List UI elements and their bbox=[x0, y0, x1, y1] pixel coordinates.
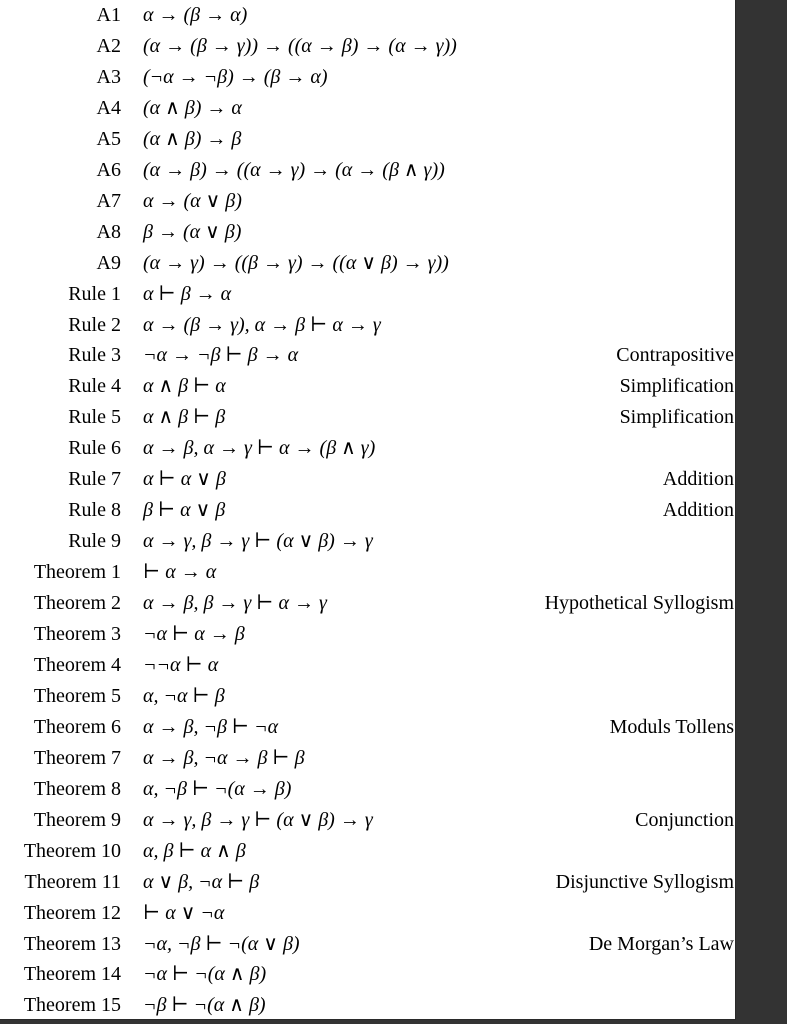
row-label: A3 bbox=[96, 65, 121, 88]
row-label: Rule 4 bbox=[68, 375, 121, 398]
row-label: Rule 7 bbox=[68, 468, 121, 491]
rule-name: Disjunctive Syllogism bbox=[555, 870, 734, 893]
row-label: Rule 6 bbox=[68, 437, 121, 460]
row-formula: α ∧ β ⊢ α bbox=[143, 375, 226, 398]
table-row bbox=[0, 62, 735, 93]
table-row bbox=[0, 743, 735, 774]
table-row bbox=[0, 433, 735, 464]
row-label: Theorem 10 bbox=[23, 839, 121, 862]
row-formula: α → (α ∨ β) bbox=[143, 189, 242, 212]
row-label: Rule 9 bbox=[68, 530, 121, 553]
row-label: Theorem 3 bbox=[33, 623, 121, 645]
row-label: Rule 5 bbox=[68, 406, 121, 429]
row-label: Theorem 2 bbox=[33, 592, 121, 615]
table-row bbox=[0, 990, 735, 1020]
row-formula: (α → γ) → ((β → γ) → ((α ∨ β) → γ)) bbox=[143, 251, 449, 274]
rule-name: Addition bbox=[662, 499, 734, 522]
row-label: Theorem 8 bbox=[33, 777, 121, 800]
row-label: Rule 2 bbox=[68, 313, 121, 336]
rule-name: Addition bbox=[662, 468, 734, 491]
table-row bbox=[0, 526, 735, 557]
table-row bbox=[0, 650, 735, 681]
row-formula: ¬β ⊢ ¬(α ∧ β) bbox=[143, 994, 266, 1017]
row-formula: α, ¬α ⊢ β bbox=[143, 684, 225, 707]
row-formula: α → γ, β → γ ⊢ (α ∨ β) → γ bbox=[143, 530, 373, 553]
table-row bbox=[0, 124, 735, 155]
row-formula: ⊢ α ∨ ¬α bbox=[143, 901, 225, 924]
table-row bbox=[0, 155, 735, 186]
row-formula: (α ∧ β) → β bbox=[143, 127, 242, 150]
rule-name: Simplification bbox=[619, 375, 734, 398]
table-row bbox=[0, 929, 735, 960]
row-label: Theorem 14 bbox=[23, 963, 121, 986]
table-row bbox=[0, 402, 735, 433]
table-row bbox=[0, 619, 735, 650]
row-formula: (α → β) → ((α → γ) → (α → (β ∧ γ)) bbox=[143, 158, 445, 181]
table-row bbox=[0, 31, 735, 62]
row-label: A6 bbox=[96, 158, 121, 181]
table-row bbox=[0, 712, 735, 743]
row-label: Theorem 7 bbox=[33, 746, 121, 769]
table-row bbox=[0, 495, 735, 526]
row-label: A4 bbox=[96, 96, 121, 119]
row-label: Theorem 15 bbox=[23, 994, 121, 1017]
table-row bbox=[0, 681, 735, 712]
rule-name: De Morgan’s Law bbox=[588, 932, 734, 955]
table-row bbox=[0, 310, 735, 341]
row-formula: α → (β → γ), α → β ⊢ α → γ bbox=[143, 313, 381, 336]
row-formula: α ∧ β ⊢ β bbox=[143, 406, 226, 429]
table-row bbox=[0, 371, 735, 402]
row-label: Theorem 1 bbox=[33, 561, 121, 584]
row-formula: ¬α ⊢ ¬(α ∧ β) bbox=[143, 963, 267, 986]
row-label: A5 bbox=[96, 127, 121, 150]
row-formula: α → γ, β → γ ⊢ (α ∨ β) → γ bbox=[143, 808, 373, 831]
row-formula: α ⊢ α ∨ β bbox=[143, 468, 226, 491]
table-row bbox=[0, 557, 735, 588]
row-label: Theorem 5 bbox=[33, 684, 121, 707]
table-row bbox=[0, 959, 735, 990]
row-label: Theorem 4 bbox=[33, 653, 121, 676]
row-label: A8 bbox=[96, 220, 121, 243]
row-formula: ¬α → ¬β ⊢ β → α bbox=[143, 344, 299, 367]
rule-name: Conjunction bbox=[635, 808, 734, 831]
table-row bbox=[0, 248, 735, 279]
row-formula: α → β, ¬α → β ⊢ β bbox=[143, 746, 305, 769]
table-row bbox=[0, 867, 735, 898]
row-formula: α, ¬β ⊢ ¬(α → β) bbox=[143, 777, 292, 800]
row-formula: ¬α ⊢ α → β bbox=[143, 623, 245, 645]
rule-name: Moduls Tollens bbox=[609, 715, 734, 738]
row-label: Theorem 11 bbox=[24, 870, 121, 893]
row-formula: (α ∧ β) → α bbox=[143, 96, 242, 119]
rule-name: Hypothetical Syllogism bbox=[544, 592, 734, 615]
table-row bbox=[0, 464, 735, 495]
row-formula: (¬α → ¬β) → (β → α) bbox=[143, 65, 328, 88]
row-formula: β → (α ∨ β) bbox=[143, 220, 242, 243]
row-formula: α → β, ¬β ⊢ ¬α bbox=[143, 715, 279, 738]
table-row bbox=[0, 588, 735, 619]
table-row bbox=[0, 836, 735, 867]
row-label: Theorem 13 bbox=[23, 932, 121, 955]
row-formula: β ⊢ α ∨ β bbox=[143, 499, 226, 522]
row-formula: (α → (β → γ)) → ((α → β) → (α → γ)) bbox=[143, 34, 457, 57]
table-row bbox=[0, 0, 735, 31]
row-label: Rule 3 bbox=[68, 344, 121, 367]
table-row bbox=[0, 93, 735, 124]
row-label: Rule 1 bbox=[68, 282, 121, 305]
table-row bbox=[0, 898, 735, 929]
row-label: Rule 8 bbox=[68, 499, 121, 522]
row-label: A7 bbox=[96, 189, 121, 212]
row-label: A1 bbox=[96, 4, 121, 26]
row-formula: ⊢ α → α bbox=[143, 561, 217, 584]
row-formula: α ∨ β, ¬α ⊢ β bbox=[143, 870, 260, 893]
row-formula: α → β, β → γ ⊢ α → γ bbox=[143, 592, 327, 615]
row-label: Theorem 9 bbox=[33, 808, 121, 831]
table-row bbox=[0, 279, 735, 310]
row-formula: α → (β → α) bbox=[143, 4, 248, 26]
table-row bbox=[0, 340, 735, 371]
row-formula: α, β ⊢ α ∧ β bbox=[143, 839, 246, 862]
table-row bbox=[0, 217, 735, 248]
row-formula: α → β, α → γ ⊢ α → (β ∧ γ) bbox=[143, 437, 376, 460]
rule-name: Simplification bbox=[619, 406, 734, 429]
row-formula: α ⊢ β → α bbox=[143, 282, 232, 305]
row-formula: ¬α, ¬β ⊢ ¬(α ∨ β) bbox=[143, 932, 300, 955]
row-label: Theorem 12 bbox=[23, 901, 121, 924]
rule-name: Contrapositive bbox=[616, 344, 734, 367]
row-formula: ¬¬α ⊢ α bbox=[143, 653, 219, 676]
row-label: A9 bbox=[96, 251, 121, 274]
table-row bbox=[0, 805, 735, 836]
row-label: A2 bbox=[96, 34, 121, 57]
table-row bbox=[0, 186, 735, 217]
table-row bbox=[0, 774, 735, 805]
row-label: Theorem 6 bbox=[33, 715, 121, 738]
